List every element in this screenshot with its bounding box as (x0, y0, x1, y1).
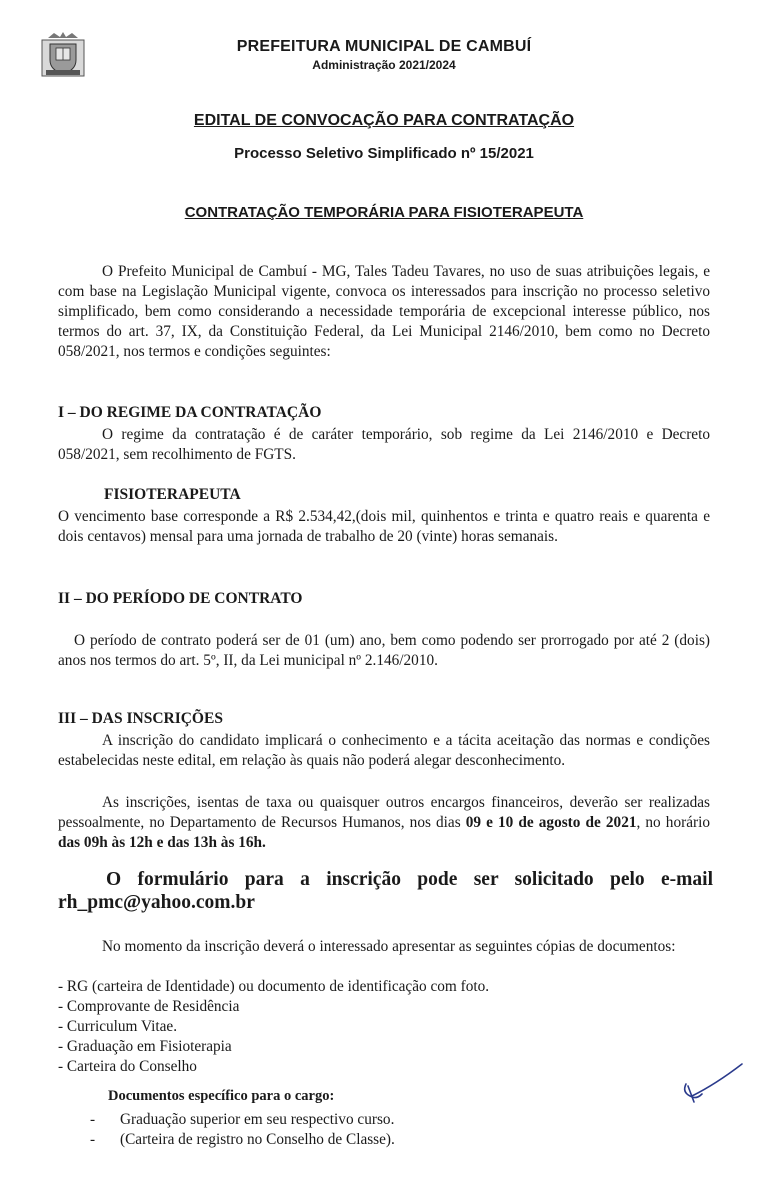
section-2-text: O período de contrato poderá ser de 01 (um) ano, bem como podendo ser prorrogado por até 2 (dois) anos nos termos do art. 5º, II, da Lei municipal nº 2.146/2010. (58, 632, 710, 669)
specific-docs-heading: Documentos específico para o cargo: (108, 1088, 335, 1104)
contratacao-title: CONTRATAÇÃO TEMPORÁRIA PARA FISIOTERAPEUTA (184, 204, 584, 221)
section-2-heading: II – DO PERÍODO DE CONTRATO (58, 590, 303, 607)
intro-paragraph: O Prefeito Municipal de Cambuí - MG, Tales Tadeu Tavares, no uso de suas atribuições legais, e com base na Legislação Municipal vigente, convoca os interessados para inscrição no processo seletivo simplificado, bem como considerando a necessidade temporária de excepcional interesse público, nos termos do art. 37, IX, da Constituição Federal, da Lei Municipal 2146/2010, bem como no Decreto 058/2021, nos termos e condições seguintes: (58, 263, 710, 360)
section-1-heading: I – DO REGIME DA CONTRATAÇÃO (58, 404, 322, 421)
header-subtitle: Administração 2021/2024 (312, 58, 456, 72)
email-notice: O formulário para a inscrição pode ser solicitado pelo e-mail rh_pmc@yahoo.com.br (58, 869, 713, 913)
signature-mark-icon (676, 1062, 746, 1112)
list-item: - Graduação superior em seu respectivo curso. (86, 1110, 726, 1130)
list-item: - Comprovante de Residência (58, 998, 240, 1015)
specific-docs-list (86, 1110, 726, 1150)
registration-hours: das 09h às 12h e das 13h às 16h. (58, 834, 266, 851)
edital-title: EDITAL DE CONVOCAÇÃO PARA CONTRATAÇÃO (193, 112, 575, 129)
section-3-heading: III – DAS INSCRIÇÕES (58, 710, 223, 727)
section-3-text-2b: , no horário (636, 814, 710, 831)
role-salary-text: O vencimento base corresponde a R$ 2.534,42,(dois mil, quinhentos e trinta e quatro reais e quarenta e dois centavos) mensal para uma jornada de trabalho de 20 (vinte) horas semanais. (58, 508, 710, 545)
processo-number: Processo Seletivo Simplificado nº 15/2021 (234, 145, 534, 162)
registration-dates: 09 e 10 de agosto de 2021 (465, 814, 637, 831)
section-3-text-2 (58, 793, 710, 853)
documents-list (58, 977, 710, 1077)
documents-intro: No momento da inscrição deverá o interessado apresentar as seguintes cópias de documentos: (102, 938, 676, 955)
list-item: - Graduação em Fisioterapia (58, 1038, 232, 1055)
section-1-text: O regime da contratação é de caráter temporário, sob regime da Lei 2146/2010 e Decreto 058/2021, sem recolhimento de FGTS. (58, 426, 710, 463)
list-item: - (Carteira de registro no Conselho de Classe). (86, 1130, 726, 1150)
list-item: - RG (carteira de Identidade) ou documento de identificação com foto. (58, 978, 490, 995)
section-3-text-1: A inscrição do candidato implicará o conhecimento e a tácita aceitação das normas e condições estabelecidas neste edital, em relação às quais não poderá alegar desconhecimento. (58, 732, 710, 769)
role-heading: FISIOTERAPEUTA (104, 486, 241, 503)
header-title: PREFEITURA MUNICIPAL DE CAMBUÍ (236, 38, 532, 55)
list-item: - Carteira do Conselho (58, 1058, 197, 1075)
section-3-text-2a: As inscrições, isentas de taxa ou quaisquer outros encargos financeiros, deverão ser realizadas pessoalmente, no Departamento de Recursos Humanos, nos dias (58, 794, 710, 831)
list-item: - Curriculum Vitae. (58, 1018, 178, 1035)
